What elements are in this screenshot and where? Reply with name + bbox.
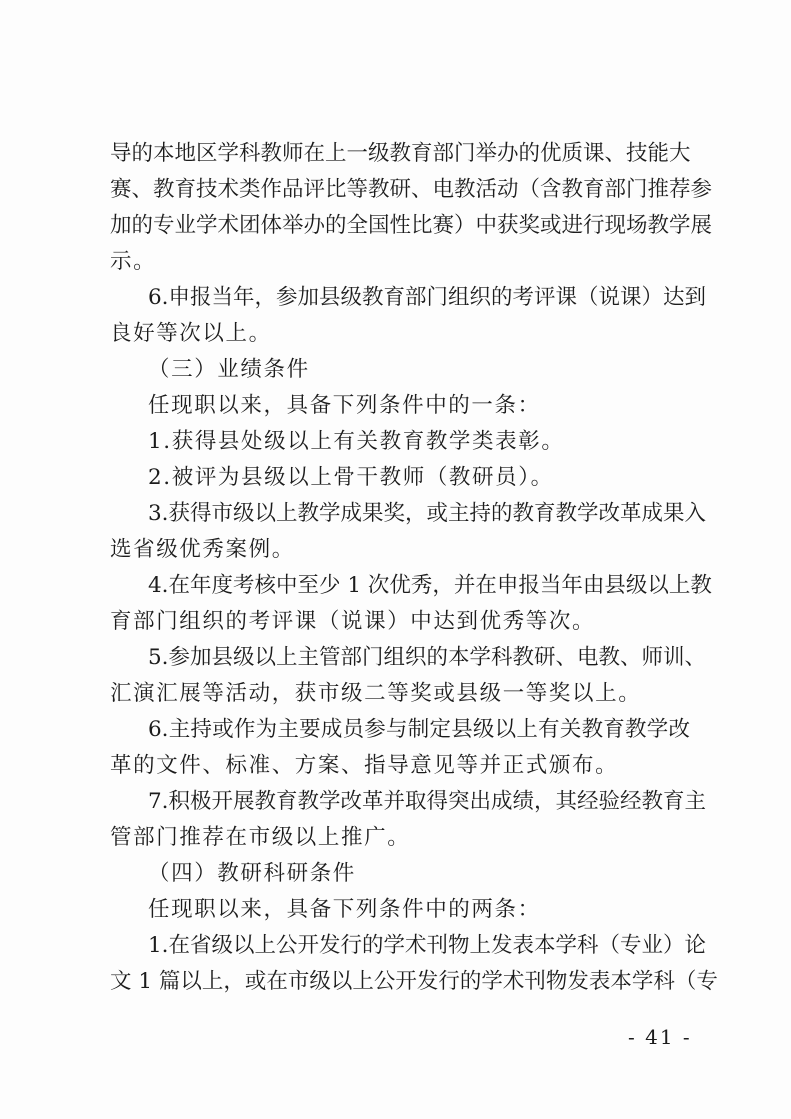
list-item-start: 1.获得县处级以上有关教育教学类表彰。 [148,429,565,454]
text-line: 良好等次以上。 [110,321,272,346]
list-item-start: 2.被评为县级以上骨干教师（教研员）。 [148,465,554,490]
section-heading: （三）业绩条件 [148,357,310,382]
list-item-start: 7.积极开展教育教学改革并取得突出成绩，其经验经教育主 [148,789,707,814]
list-item-start: 6.申报当年，参加县级教育部门组织的考评课（说课）达到 [148,285,707,310]
text-line: 文 1 篇以上，或在市级以上公开发行的学术刊物发表本学科（专 [110,969,718,994]
text-line: 选省级优秀案例。 [110,537,295,562]
text-line: 示。 [110,249,157,274]
body-text [110,136,718,1000]
text-line: 导的本地区学科教师在上一级教育部门举办的优质课、技能大 [110,141,691,166]
text-line: 革的文件、标准、方案、指导意见等并正式颁布。 [110,753,619,778]
text-line: 汇演汇展等活动，获市级二等奖或县级一等奖以上。 [110,681,642,706]
list-item-start: 5.参加县级以上主管部门组织的本学科教研、电教、师训、 [148,645,707,670]
text-line: 赛、教育技术类作品评比等教研、电教活动（含教育部门推荐参 [110,177,713,202]
text-line: 育部门组织的考评课（说课）中达到优秀等次。 [110,609,596,634]
list-item-start: 1.在省级以上公开发行的学术刊物上发表本学科（专业）论 [148,933,707,958]
text-line: 加的专业学术团体举办的全国性比赛）中获奖或进行现场教学展 [110,213,713,238]
section-heading: （四）教研科研条件 [148,861,356,886]
text-line: 任现职以来，具备下列条件中的一条： [148,393,541,418]
list-item-start: 4.在年度考核中至少 1 次优秀，并在申报当年由县级以上教 [148,573,712,598]
text-line: 任现职以来，具备下列条件中的两条： [148,897,541,922]
list-item-start: 6.主持或作为主要成员参与制定县级以上有关教育教学改 [148,717,690,742]
page-number: - 41 - [628,1025,692,1049]
text-line: 管部门推荐在市级以上推广。 [110,825,411,850]
list-item-start: 3.获得市级以上教学成果奖，或主持的教育教学改革成果入 [148,501,707,526]
